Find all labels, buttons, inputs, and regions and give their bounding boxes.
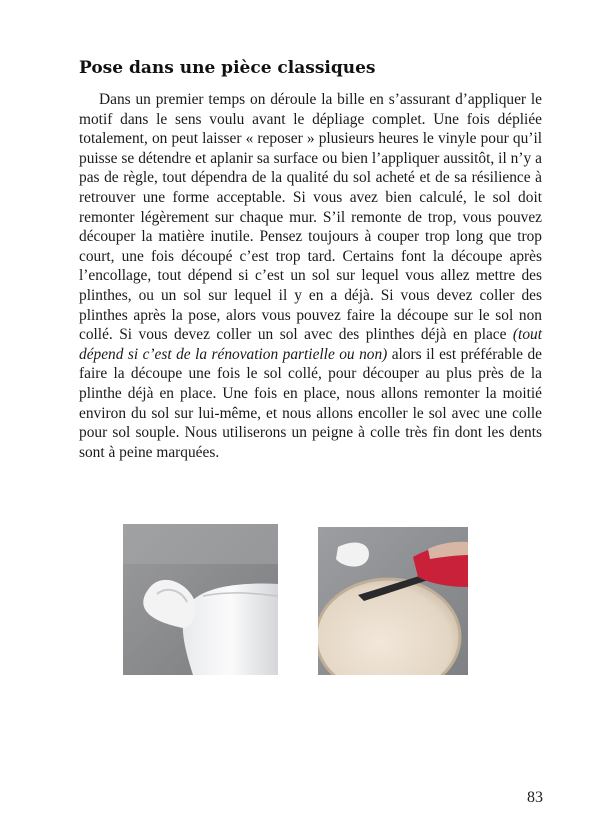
section-heading: Pose dans une pièce classiques	[79, 58, 376, 78]
photo-cutting-vinyl	[318, 527, 468, 675]
photo-vinyl-folded	[123, 524, 278, 675]
paragraph-text-part1: Dans un premier temps on déroule la bille en s’assurant d’appliquer le motif dans le sens voulu avant le dépliage complet. Une fois dépliée totalement, on peut laisser « reposer » plusieurs heures le vinyle pour qu’il puisse se détendre et aplanir sa surface ou bien l’appliquer aussitôt, il n’y a pas de règle, tout dépendra de la qualité du sol acheté et de sa résilience à retrouver une forme acceptable. Si vous avez bien calculé, le sol doit remonter légèrement sur chaque mur. S’il remonte de trop, vous pouvez découper la matière inutile. Pensez toujours à couper trop long que trop court, une fois découpé c’est trop tard. Certains font la découpe après l’encollage, tout dépend si c’est un sol sur lequel vous allez mettre des plinthes, ou un sol sur lequel il y en a déjà. Si vous devez coller des plinthes après la pose, alors vous pouvez faire la découpe sur le sol non collé. Si vous devez coller un sol avec des plinthes déjà en place	[79, 91, 542, 344]
page-number: 83	[527, 789, 543, 806]
paragraph-text-part2: alors il est préférable de faire la découpe une fois le sol collé, pour découper au plus près de la plinthe déjà en place. Une fois en place, nous allons remonter la moitié environ du sol sur lui-même, et nous allons encoller le sol avec une colle pour sol souple. Nous utiliserons un peigne à colle très fin dont les dents sont à peine marquées.	[79, 345, 542, 461]
body-paragraph	[79, 90, 542, 462]
italic-aside: (tout dépend si c’est de la rénovation partielle ou non)	[79, 326, 542, 363]
